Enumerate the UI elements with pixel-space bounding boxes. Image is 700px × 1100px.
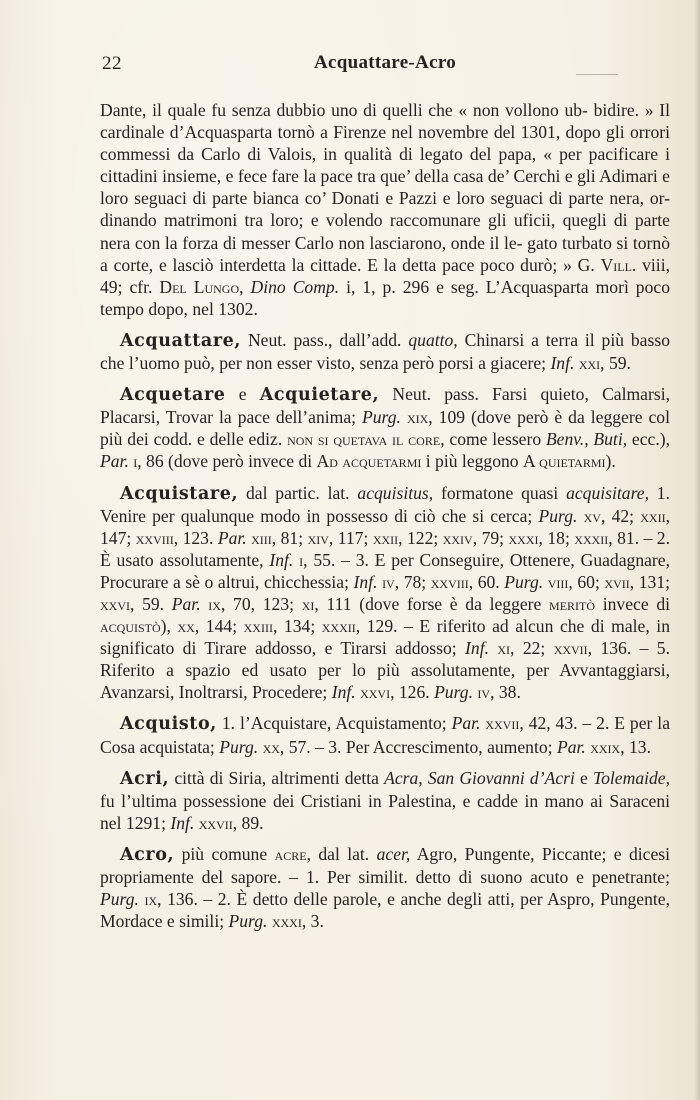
header-mark <box>576 74 618 75</box>
headword: Acquetare <box>120 385 226 406</box>
entry-acro: Acro, più comune acre, dal lat. acer, Agro, Pungente, Piccante; e dicesi propriamente del sapore. – 1. Per similit. detto di suono acuto e penetrante; Purg. ix, 136. – 2. È detto delle parole, e anche degli atti, per Aspro, Pungente, Mordace e simili; Purg. xxxi, 3. <box>100 843 671 932</box>
headword: Acquattare, <box>120 330 242 351</box>
dictionary-text <box>100 99 670 932</box>
entry-acquisto: Acquisto, 1. l’Acquistare, Acquistamento; Par. xxvii, 42, 43. – 2. E per la Cosa acquistata; Purg. xx, 57. – 3. Per Accrescimento, aumento; Par. xxix, 13. <box>100 713 670 757</box>
running-head: Acquattare-Acro <box>313 52 457 73</box>
headword: Acquistare, <box>120 483 239 504</box>
entry-acquetare: Acquetare e Acquietare, Neut. pass. Farsi quieto, Calmarsi, Placarsi, Trovar la pace dell’anima; Purg. xix, 109 (dove però è da leggere col più dei codd. e delle ediz. non si quetava il core, come lessero Benv., Buti, ecc.), Par. i, 86 (dove però invece di Ad acquetarmi i più leggono A quietarmi). <box>100 384 670 472</box>
headword: Acro, <box>120 844 175 865</box>
headword: Acquietare, <box>259 385 380 406</box>
entry-acri: Acri, città di Siria, altrimenti detta Acra, San Giovanni d’Acri e Tolemaide, fu l’ultima possessione dei Cristiani in Palestina, e cadde in mano ai Saraceni nel 1291; Inf. xxvii, 89. <box>100 767 671 833</box>
page-number: 22 <box>102 53 122 74</box>
headword: Acquisto, <box>120 714 217 735</box>
page-header <box>100 50 670 80</box>
entry-acquistare: Acquistare, dal partic. lat. acquisitus, formatone quasi acquisitare, 1. Venire per qualunque modo in possesso di ciò che si cerca; Purg. xv, 42; xxii, 147; xxviii, 123. Par. xiii, 81; xiv, 117; xxii, 122; xxiv, 79; xxxi, 18; xxxii, 81. – 2. È usato assolutamente, Inf. i, 55. – 3. E per Conseguire, Ottenere, Guadagnare, Procurare a sè o altrui, chicchessia; Inf. iv, 78; xxviii, 60. Purg. viii, 60; xvii, 131; xxvi, 59. Par. ix, 70, 123; xi, 111 (dove forse è da leggere meritò invece di acquistò), xx, 144; xxiii, 134; xxxii, 129. – E riferito ad alcun che di male, in significato di Tirare addosso, e Tirarsi addosso; Inf. xi, 22; xxvii, 136. – 5. Riferito a spazio ed usato per lo più assolutamente, per Avvantaggiarsi, Avanzarsi, Inoltrarsi, Procedere; Inf. xxvi, 126. Purg. iv, 38. <box>100 482 671 703</box>
page-edge-shadow <box>694 0 700 1100</box>
entry-acquattare: Acquattare, Neut. pass., dall’add. quatto, Chinarsi a terra il più basso che l’uomo può, per non esser visto, senza però porsi a giacere; Inf. xxi, 59. <box>100 329 670 374</box>
headword: Acri, <box>120 768 170 789</box>
entry-continuation: Dante, il quale fu senza dubbio uno di quelli che « non vollono ub- bidire. » Il cardinale d’Acquasparta tornò a Firenze nel novembre del 1301, dopo gli orrori commessi da Carlo di Valois, in qualità di legato del papa, « per pacificare i cittadini insieme, e fece fare la pace tra que’ della casa de’ Cerchi e gli Adimari e loro seguaci di parte bianca co’ Donati e Pazzi e loro seguaci di parte nera, or- dinando matrimoni tra loro; e volendo raccomunare gli uficii, quegli di parte nera con la forza di messer Carlo non lasciarono, onde il le- gato turbato si tornò a corte, e lasciò interdetta la cittade. E la detta pace poco durò; » G. Vill. viii, 49; cfr. Del Lungo, Dino Comp. i, 1, p. 296 e seg. L’Acquasparta morì poco tempo dopo, nel 1302. <box>100 100 671 319</box>
